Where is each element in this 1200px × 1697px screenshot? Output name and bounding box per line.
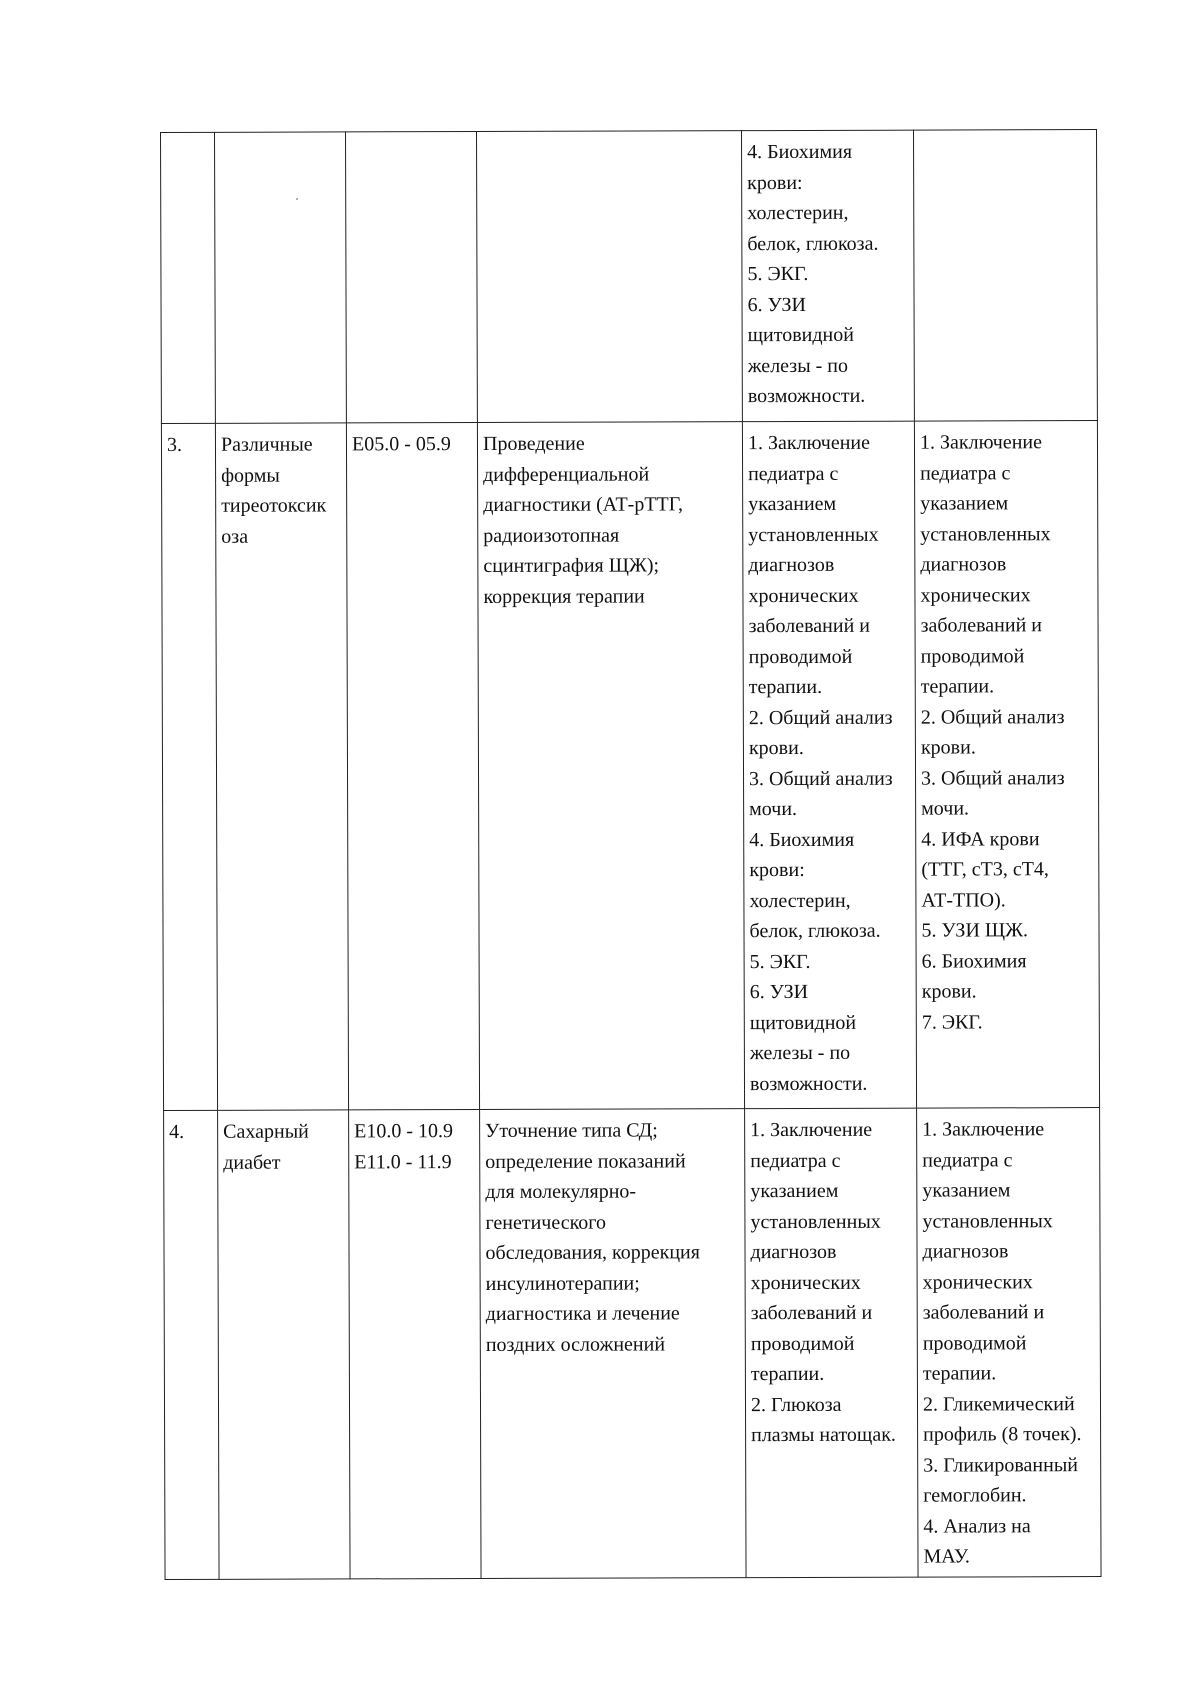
condition-cell — [215, 423, 348, 1110]
cell-text-line: 1. Заключение — [922, 1118, 1045, 1141]
results-list-cell — [913, 130, 1097, 422]
condition-cell — [218, 1110, 350, 1579]
cell-text-line: радиоизотопная — [483, 524, 620, 547]
cell-text-line: 1. Заключение — [750, 1118, 873, 1142]
cell-text-line: для молекулярно- — [485, 1180, 637, 1203]
cell-text-line: 5. УЗИ ЩЖ. — [921, 919, 1029, 942]
cell-text-line: оза — [221, 525, 249, 548]
cell-text-line: хронических — [920, 583, 1031, 607]
cell-text-line: Различные — [220, 433, 313, 456]
cell-text-line: холестерин, — [747, 201, 849, 225]
cell-text-line: железы - по — [749, 1041, 851, 1065]
cell-text-line: 3. Гликированный — [923, 1453, 1078, 1477]
cell-text-line: определение показаний — [485, 1149, 686, 1173]
cell-text-line: 3. Общий анализ — [748, 767, 893, 790]
results-list-cell — [917, 1108, 1101, 1577]
cell-text-line: щитовидной — [747, 323, 854, 347]
cell-text-line: возможности. — [747, 384, 866, 408]
cell-text-line: Проведение — [482, 432, 585, 455]
cell-text-line: хронических — [748, 584, 859, 607]
cell-text-line: МАУ. — [923, 1545, 970, 1568]
cell-text-line: 7. ЭКГ. — [921, 1010, 983, 1034]
cell-text-line: 6. УЗИ — [747, 293, 806, 316]
cell-text-line: 4. Анализ на — [923, 1514, 1031, 1538]
cell-text-line: мочи. — [749, 798, 798, 821]
cell-text-line: (ТТГ, сТ3, сТ4, — [921, 858, 1049, 881]
cell-text-line: установленных — [748, 523, 879, 546]
cell-text-line: установленных — [922, 1209, 1053, 1233]
cell-text-line: педиатра с — [922, 1148, 1013, 1172]
cell-text-line: 2. Общий анализ — [748, 706, 893, 729]
cell-text-line: крови. — [921, 980, 977, 1003]
cell-text-line: диагнозов — [920, 553, 1007, 576]
cell-text-line: генетического — [485, 1211, 607, 1234]
cell-text-line: терапии. — [748, 675, 823, 699]
cell-text-line: указанием — [922, 1179, 1011, 1202]
cell-text-line: 2. Глюкоза — [750, 1393, 842, 1416]
cell-text-line: 2. Гликемический — [922, 1392, 1075, 1416]
cell-text-line: 1. Заключение — [747, 431, 871, 455]
cell-text-line: E11.0 - 11.9 — [354, 1150, 452, 1173]
cell-text-line: железы - по — [747, 354, 849, 377]
table-row-thyrotoxicosis — [161, 421, 1099, 1111]
cell-text-line: диагностика и лечение — [485, 1302, 680, 1325]
table-row-diabetes — [164, 1108, 1101, 1579]
icd-codes-cell — [346, 132, 478, 423]
cell-text-line: крови. — [748, 736, 804, 760]
cell-text-line: поздних осложнений — [485, 1332, 666, 1356]
row-number-cell — [161, 423, 217, 1110]
cell-text-line: крови. — [920, 736, 976, 759]
cell-text-line: 4. ИФА крови — [921, 827, 1040, 851]
cell-text-line: обследования, коррекция — [485, 1241, 700, 1264]
cell-text-line: инсулинотерапии; — [485, 1271, 640, 1295]
cell-text-line: 4. — [169, 1120, 185, 1143]
cell-text-line: проводимой — [922, 1331, 1027, 1355]
cell-text-line: диагнозов — [750, 1240, 837, 1264]
cell-text-line: E10.0 - 10.9 — [354, 1120, 454, 1143]
referral-list-cell — [745, 1108, 918, 1577]
cell-text-line: сцинтиграфия ЩЖ); — [483, 554, 660, 577]
cell-text-line: диагнозов — [748, 553, 835, 577]
document-table — [160, 129, 1102, 1579]
cell-text-line: гемоглобин. — [923, 1484, 1027, 1507]
cell-text-line: указанием — [748, 492, 837, 516]
row-number-cell — [164, 1110, 219, 1579]
cell-text-line: 2. Общий анализ — [920, 705, 1065, 729]
cell-text-line: E05.0 - 05.9 — [351, 433, 451, 456]
condition-cell — [215, 132, 347, 423]
cell-text-line: Уточнение типа СД; — [485, 1119, 658, 1142]
cell-text-line: 4. Биохимия — [747, 140, 853, 164]
cell-text-line: терапии. — [750, 1362, 825, 1386]
cell-text-line: заболеваний и — [922, 1301, 1045, 1324]
cell-text-line: 3. — [166, 433, 183, 456]
cell-text-line: установленных — [750, 1210, 881, 1233]
cell-text-line: 5. ЭКГ. — [747, 262, 809, 286]
cell-text-line: хронических — [922, 1270, 1033, 1294]
cell-text-line: Сахарный — [223, 1120, 309, 1143]
cell-text-line: 6. УЗИ — [749, 980, 809, 1004]
referral-list-cell — [742, 421, 916, 1109]
cell-text-line: установленных — [920, 522, 1051, 546]
cell-text-line: белок, глюкоза. — [747, 232, 879, 255]
icd-codes-cell — [349, 1110, 481, 1579]
cell-text-line: указанием — [750, 1179, 839, 1203]
cell-text-line: заболеваний и — [750, 1301, 873, 1325]
cell-text-line: 5. ЭКГ. — [749, 950, 811, 973]
cell-text-line: 1. Заключение — [919, 431, 1043, 454]
cell-text-line: заболеваний и — [920, 614, 1043, 637]
cell-text-line: указанием — [920, 492, 1009, 515]
cell-text-line: мочи. — [921, 797, 970, 820]
cell-text-line: крови: — [749, 858, 805, 882]
cell-text-line: возможности. — [749, 1072, 868, 1095]
cell-text-line: формы — [221, 464, 280, 487]
cell-text-line: крови: — [747, 171, 803, 194]
cell-text-line: коррекция терапии — [483, 584, 645, 608]
cell-text-line: 6. Биохимия — [921, 949, 1027, 973]
cell-text-line: плазмы натощак. — [751, 1423, 896, 1447]
cell-text-line: педиатра с — [750, 1149, 841, 1172]
purpose-cell — [477, 131, 743, 423]
icd-codes-cell — [346, 423, 479, 1110]
referral-list-cell — [741, 130, 914, 422]
cell-text-line: диабет — [223, 1151, 281, 1174]
cell-text-line: диагнозов — [922, 1240, 1009, 1263]
row-number-cell — [161, 132, 216, 423]
cell-text-line: 4. Биохимия — [749, 828, 855, 851]
cell-text-line: проводимой — [750, 1332, 855, 1355]
cell-text-line: хронических — [750, 1271, 861, 1294]
purpose-cell — [480, 1109, 746, 1578]
table-row-continuation — [161, 130, 1098, 424]
cell-text-line: терапии. — [922, 1362, 997, 1385]
cell-text-line: педиатра с — [920, 461, 1011, 485]
cell-text-line: проводимой — [920, 644, 1025, 668]
cell-text-line: профиль (8 точек). — [923, 1423, 1082, 1446]
cell-text-line: проводимой — [748, 645, 853, 668]
purpose-cell — [477, 422, 744, 1110]
cell-text-line: холестерин, — [749, 889, 851, 912]
cell-text-line: заболеваний и — [748, 614, 871, 638]
cell-text-line: белок, глюкоза. — [749, 919, 881, 943]
cell-text-line: щитовидной — [749, 1011, 857, 1034]
cell-text-line: дифференциальной — [483, 462, 650, 486]
results-list-cell — [914, 421, 1099, 1109]
cell-text-line: 3. Общий анализ — [920, 766, 1065, 790]
cell-text-line: терапии. — [920, 675, 995, 698]
cell-text-line: педиатра с — [748, 462, 839, 485]
cell-text-line: диагностики (АТ-рТТГ, — [483, 493, 684, 516]
cell-text-line: тиреотоксик — [221, 494, 327, 517]
cell-text-line: АТ-ТПО). — [921, 888, 1006, 912]
